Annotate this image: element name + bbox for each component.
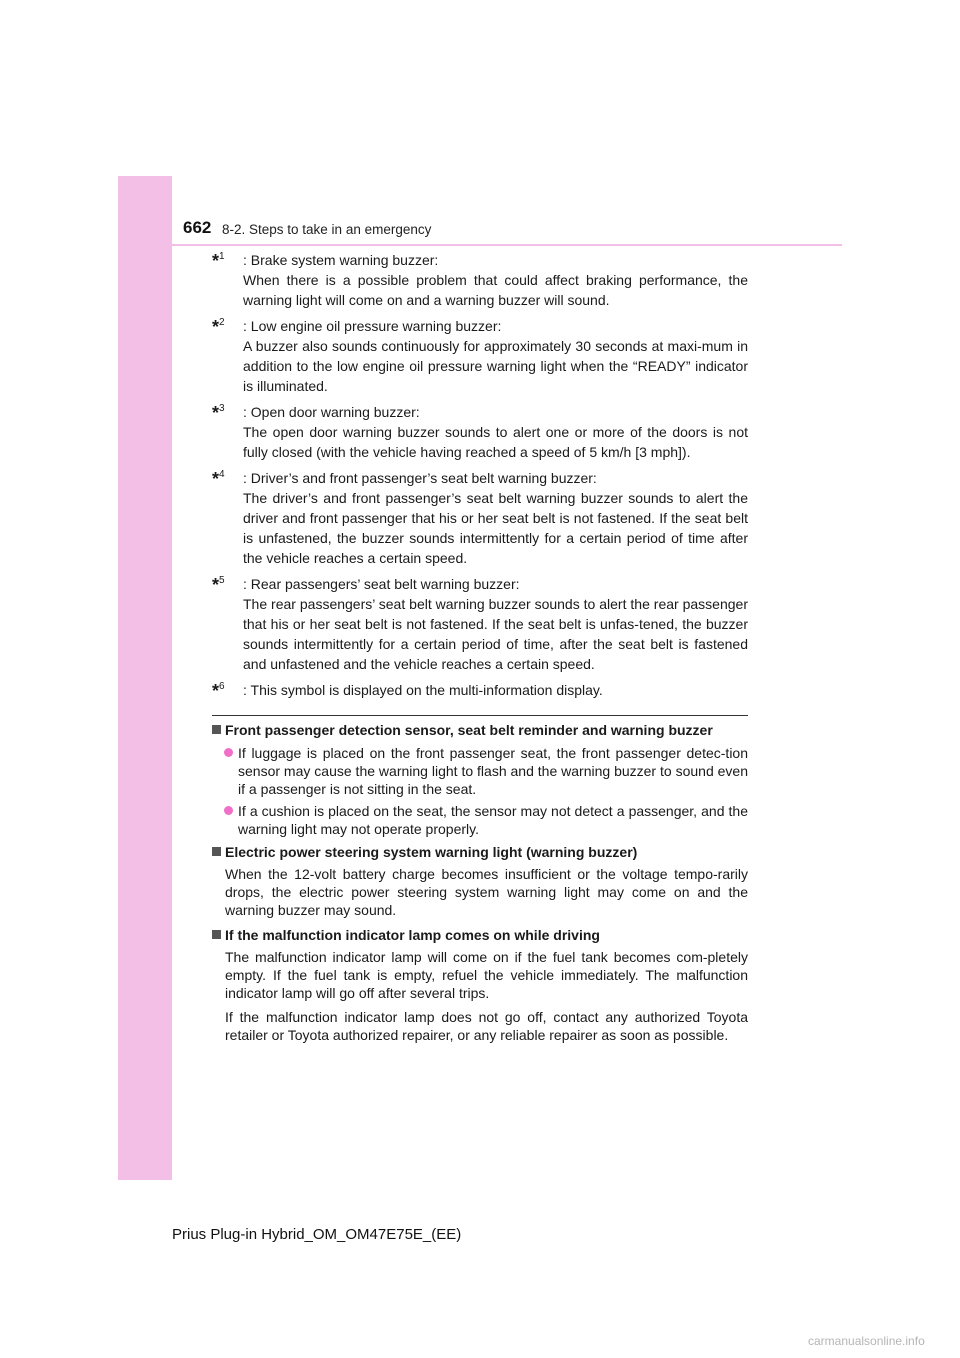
footnote-marker: *$^2$ <box>212 317 225 337</box>
footnote-text: When there is a possible problem that could affect braking performance, the warning light will come on and a warning buzzer will sound. <box>243 272 748 308</box>
footnote-marker: *$^1$ <box>212 251 225 271</box>
footnote-title: : Brake system warning buzzer: <box>243 252 439 268</box>
paragraph: If the malfunction indicator lamp does not go off, contact any authorized Toyota retailer or Toyota authorized repairer, or any reliable repairer as soon as possible. <box>225 1009 748 1043</box>
circle-bullet-icon <box>224 806 233 815</box>
section-heading-passenger-sensor: Front passenger detection sensor, seat belt reminder and warning buzzer <box>212 720 748 740</box>
page-number: 662 <box>183 218 212 237</box>
square-bullet-icon <box>212 930 221 939</box>
footnote-5 <box>212 574 748 674</box>
footer-watermark: carmanualsonline.info <box>808 1334 925 1348</box>
footnote-marker: *$^3$ <box>212 403 225 423</box>
footnote-3 <box>212 402 748 462</box>
footnote-marker: *$^4$ <box>212 469 225 489</box>
square-bullet-icon <box>212 725 221 734</box>
footnote-text: The rear passengers’ seat belt warning buzzer sounds to alert the rear passenger that his or her seat belt is not fastened. If the seat belt is unfas-tened, the buzzer sounds intermittently for a certain period of time, after the seat belt is fastened and unfastened and the vehicle reaches a certain speed. <box>243 596 748 672</box>
section-heading-malfunction-lamp: If the malfunction indicator lamp comes on while driving <box>212 925 748 945</box>
list-item: If a cushion is placed on the seat, the sensor may not detect a passenger, and the warning light may not operate properly. <box>212 802 748 838</box>
footnote-title: : Rear passengers’ seat belt warning buzzer: <box>243 576 520 592</box>
list-item: If luggage is placed on the front passenger seat, the front passenger detec-tion sensor may cause the warning light to flash and the warning buzzer to sound even if a passenger is not sitting in the seat. <box>212 744 748 798</box>
page-content <box>212 250 748 1050</box>
chapter-tab-bar <box>118 176 172 1180</box>
footnote-4 <box>212 468 748 568</box>
footnote-2 <box>212 316 748 396</box>
footnote-title: : Driver’s and front passenger’s seat belt warning buzzer: <box>243 470 597 486</box>
section-divider <box>212 715 748 716</box>
footnote-title: : Low engine oil pressure warning buzzer: <box>243 318 502 334</box>
footnote-title: : This symbol is displayed on the multi-information display. <box>243 682 603 698</box>
footnote-marker: *$^5$ <box>212 575 225 595</box>
footnote-text: A buzzer also sounds continuously for approximately 30 seconds at maxi-mum in addition to the low engine oil pressure warning light when the “READY” indicator is illuminated. <box>243 338 748 394</box>
section-title: 8-2. Steps to take in an emergency <box>222 222 432 237</box>
footnote-marker: *$^6$ <box>212 681 225 701</box>
square-bullet-icon <box>212 847 221 856</box>
paragraph: When the 12-volt battery charge becomes insufficient or the voltage tempo-rarily drops, the electric power steering system warning light may come on and the warning buzzer may sound. <box>225 866 748 918</box>
footnote-1 <box>212 250 748 310</box>
footnote-text: The driver’s and front passenger’s seat belt warning buzzer sounds to alert the driver and front passenger that his or her seat belt is not fastened. If the seat belt is unfastened, the buzzer sounds intermittently for a certain period of time after the vehicle reaches a certain speed. <box>243 490 748 566</box>
section-heading-power-steering: Electric power steering system warning light (warning buzzer) <box>212 842 748 862</box>
header-rule <box>172 244 842 246</box>
footnote-text: The open door warning buzzer sounds to alert one or more of the doors is not fully closed (with the vehicle having reached a speed of 5 km/h [3 mph]). <box>243 424 748 460</box>
footnote-6 <box>212 680 748 700</box>
footnote-title: : Open door warning buzzer: <box>243 404 420 420</box>
footer-document-id: Prius Plug-in Hybrid_OM_OM47E75E_(EE) <box>172 1226 462 1243</box>
paragraph: The malfunction indicator lamp will come on if the fuel tank becomes com-pletely empty. If the fuel tank is empty, refuel the vehicle immediately. The malfunction indicator lamp will go off after several trips. <box>225 949 748 1001</box>
circle-bullet-icon <box>224 748 233 757</box>
